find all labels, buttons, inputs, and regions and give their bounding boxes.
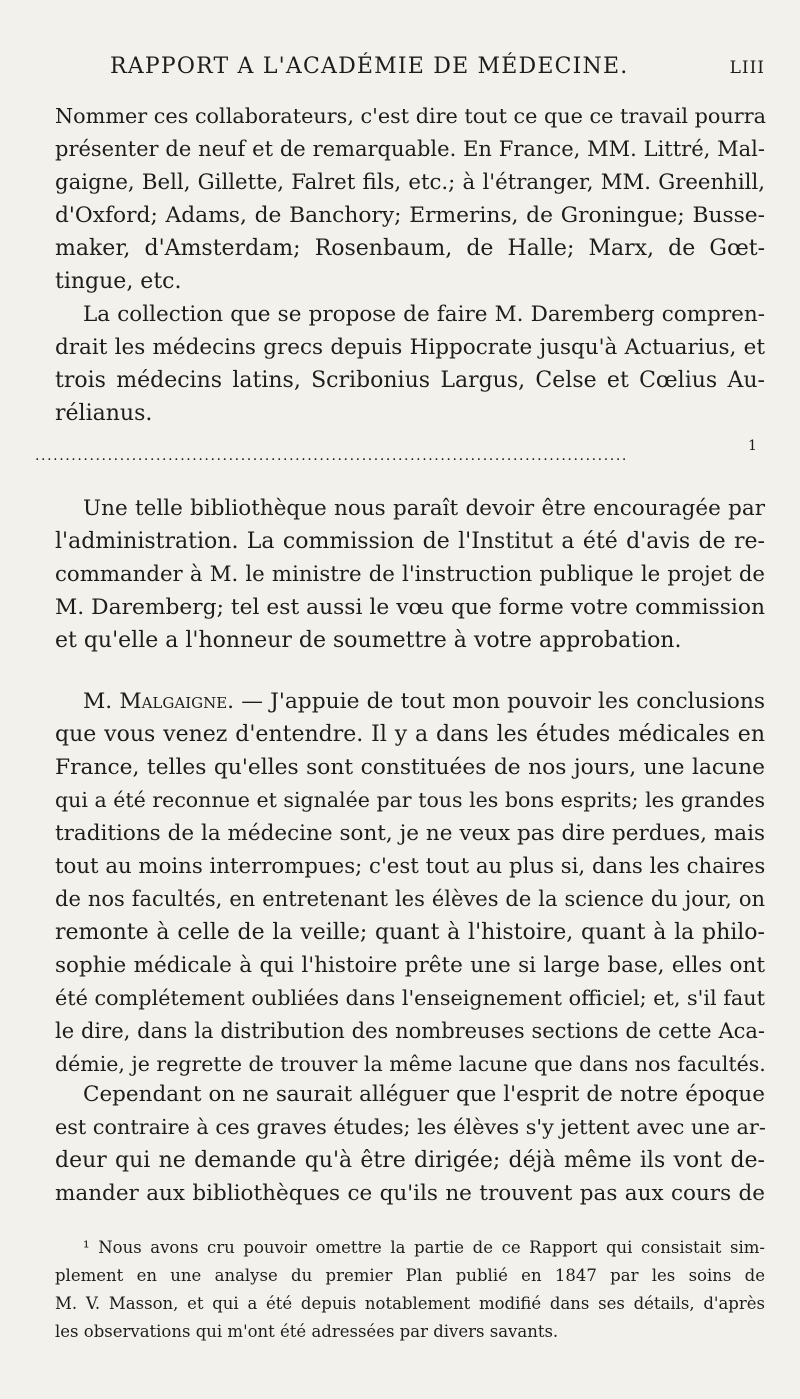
speaker-text: — J'appuie de tout mon pouvoir les conclusions xyxy=(234,689,766,714)
footnote-line: ¹ Nous avons cru pouvoir omettre la partie de ce Rapport qui consistait sim- xyxy=(83,1238,765,1257)
text-line: gaigne, Bell, Gillette, Falret fils, etc.; à l'étranger, MM. Greenhill, xyxy=(55,170,765,195)
running-title: RAPPORT A L'ACADÉMIE DE MÉDECINE. xyxy=(110,54,629,79)
text-line: qui a été reconnue et signalée par tous les bons esprits; les grandes xyxy=(55,788,765,812)
text-line: l'administration. La commission de l'Institut a été d'avis de re- xyxy=(55,529,765,554)
text-line: été complétement oubliées dans l'enseignement officiel; et, s'il faut xyxy=(55,986,765,1010)
footnote-line: plement en une analyse du premier Plan publié en 1847 par les soins de xyxy=(55,1266,765,1285)
page-header xyxy=(90,54,765,88)
text-line: tout au moins interrompues; c'est tout au plus si, dans les chaires xyxy=(55,854,766,879)
text-line: et qu'elle a l'honneur de soumettre à votre approbation. xyxy=(55,628,682,653)
text-line: est contraire à ces graves études; les élèves s'y jettent avec une ar- xyxy=(55,1115,766,1139)
text-line: Une telle bibliothèque nous paraît devoir être encouragée par xyxy=(83,496,765,521)
text-line: traditions de la médecine sont, je ne veux pas dire perdues, mais xyxy=(55,821,765,846)
text-line: Nommer ces collaborateurs, c'est dire tout ce que ce travail pourra xyxy=(55,104,766,128)
text-line: drait les médecins grecs depuis Hippocrate jusqu'à Actuarius, et xyxy=(55,335,765,360)
footnote-line: les observations qui m'ont été adressées par divers savants. xyxy=(55,1322,559,1341)
text-line: le dire, dans la distribution des nombreuses sections de cette Aca- xyxy=(55,1019,765,1043)
text-line: démie, je regrette de trouver la même lacune que dans nos facultés. xyxy=(55,1052,766,1076)
text-line: tingue, etc. xyxy=(55,269,182,294)
text-line: que vous venez d'entendre. Il y a dans les études médicales en xyxy=(55,722,765,747)
text-line: trois médecins latins, Scribonius Largus, Celse et Cœlius Au- xyxy=(55,368,765,393)
text-line: de nos facultés, en entretenant les élèves de la science du jour, on xyxy=(55,887,765,911)
elision-dotted-line: .................................................................................................. xyxy=(35,448,628,464)
text-line: M. Daremberg; tel est aussi le vœu que forme votre commission xyxy=(55,595,765,620)
text-line: mander aux bibliothèques ce qu'ils ne trouvent pas aux cours de xyxy=(55,1181,765,1206)
text-line xyxy=(83,685,765,718)
speaker-name: M. Malgaigne. xyxy=(83,689,235,714)
text-line: commander à M. le ministre de l'instruction publique le projet de xyxy=(55,562,765,587)
text-line: maker, d'Amsterdam; Rosenbaum, de Halle; Marx, de Gœt- xyxy=(55,236,765,261)
text-line: deur qui ne demande qu'à être dirigée; déjà même ils vont de- xyxy=(55,1148,765,1173)
text-line: La collection que se propose de faire M. Daremberg compren- xyxy=(83,302,765,327)
footnote-line: M. V. Masson, et qui a été depuis notablement modifié dans ses détails, d'après xyxy=(55,1294,765,1313)
text-line: remonte à celle de la veille; quant à l'histoire, quant à la philo- xyxy=(55,920,765,945)
text-line: rélianus. xyxy=(55,401,153,426)
footnote-marker: 1 xyxy=(748,438,757,454)
text-line: France, telles qu'elles sont constituées de nos jours, une lacune xyxy=(55,755,765,780)
page-number: LIII xyxy=(729,58,765,78)
text-line: d'Oxford; Adams, de Banchory; Ermerins, de Groningue; Busse- xyxy=(55,203,765,228)
text-line: sophie médicale à qui l'histoire prête une si large base, elles ont xyxy=(55,953,765,978)
text-line: présenter de neuf et de remarquable. En France, MM. Littré, Mal- xyxy=(55,137,765,161)
text-line: Cependant on ne saurait alléguer que l'esprit de notre époque xyxy=(83,1082,765,1107)
